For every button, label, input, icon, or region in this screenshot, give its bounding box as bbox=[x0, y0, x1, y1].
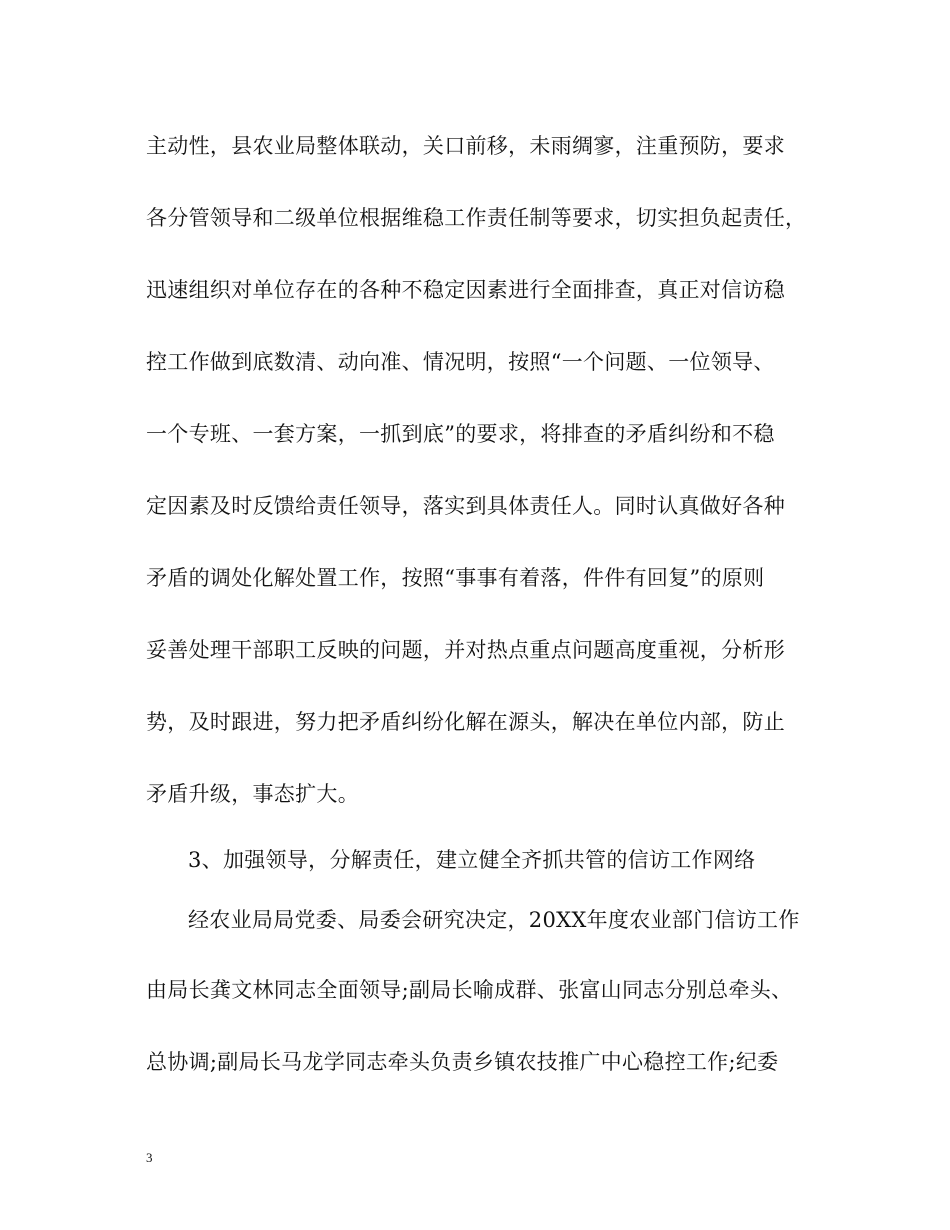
paragraph-line: 势，及时跟进，努力把矛盾纠纷化解在源头，解决在单位内部，防止 bbox=[146, 710, 785, 734]
paragraph-line: 矛盾的调处化解处置工作，按照“事事有着落，件件有回复”的原则 bbox=[146, 566, 765, 590]
paragraph-line: 妥善处理干部职工反映的问题，并对热点重点问题高度重视，分析形 bbox=[146, 638, 785, 662]
section-heading: 3、加强领导，分解责任，建立健全齐抓共管的信访工作网络 bbox=[188, 848, 756, 872]
paragraph-line: 矛盾升级，事态扩大。 bbox=[146, 782, 359, 806]
paragraph-line: 总协调;副局长马龙学同志牵头负责乡镇农技推广中心稳控工作;纪委 bbox=[146, 1050, 779, 1074]
paragraph-line: 定因素及时反馈给责任领导，落实到具体责任人。同时认真做好各种 bbox=[146, 494, 785, 518]
paragraph-line: 迅速组织对单位存在的各种不稳定因素进行全面排查，真正对信访稳 bbox=[146, 278, 785, 302]
paragraph-line: 控工作做到底数清、动向准、情况明，按照“一个问题、一位领导、 bbox=[146, 350, 775, 374]
paragraph-line: 由局长龚文林同志全面领导;副局长喻成群、张富山同志分别总牵头、 bbox=[146, 978, 793, 1002]
paragraph-line: 一个专班、一套方案，一抓到底”的要求，将排查的矛盾纠纷和不稳 bbox=[146, 422, 775, 446]
paragraph-line: 各分管领导和二级单位根据维稳工作责任制等要求，切实担负起责任， bbox=[146, 206, 807, 230]
paragraph-line: 经农业局局党委、局委会研究决定，20XX年度农业部门信访工作 bbox=[188, 908, 800, 932]
paragraph-line: 主动性，县农业局整体联动，关口前移，未雨绸寥，注重预防，要求 bbox=[146, 134, 785, 158]
page-number: 3 bbox=[146, 1150, 153, 1165]
